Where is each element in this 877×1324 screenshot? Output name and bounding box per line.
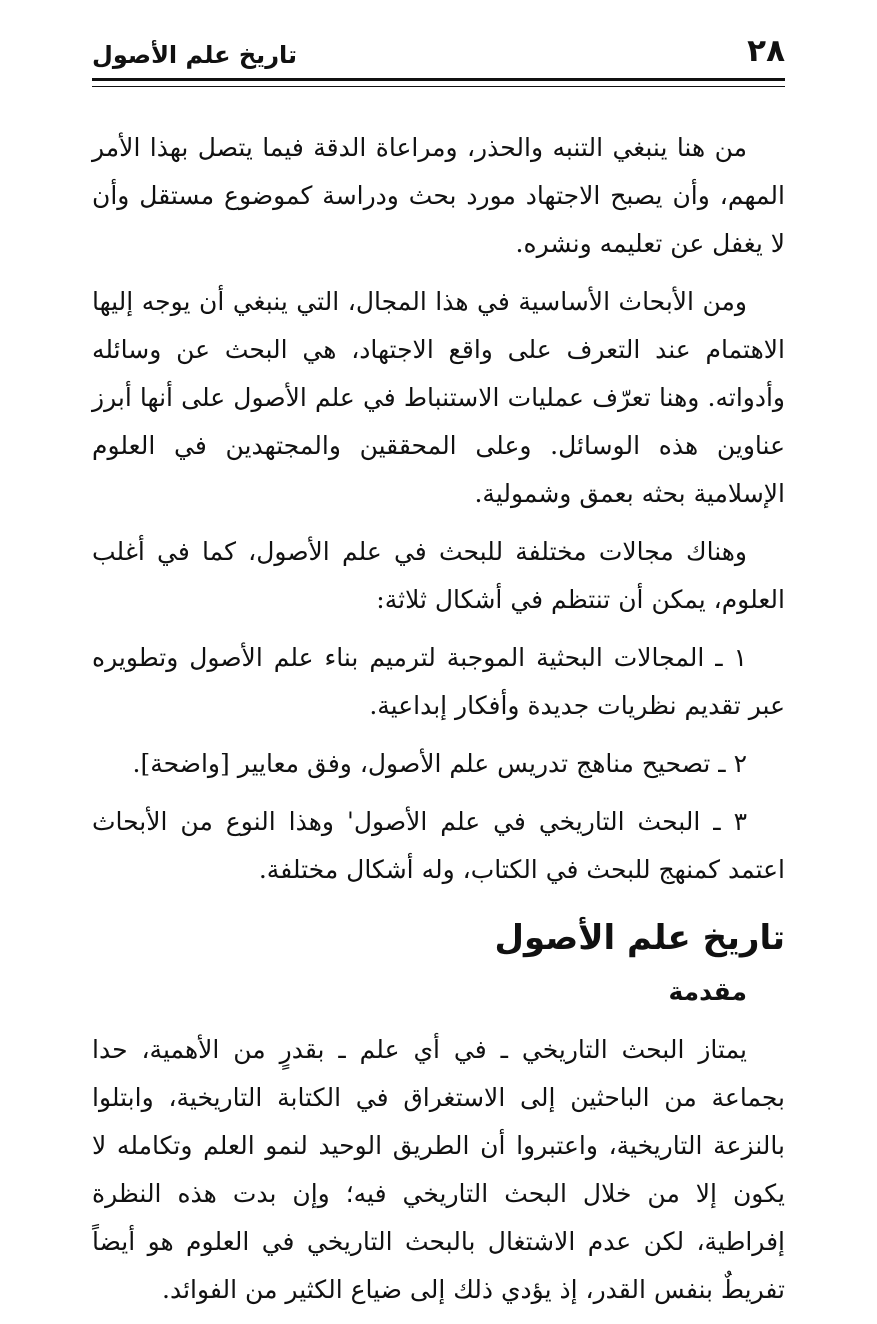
- page-content: [92, 124, 785, 1324]
- running-title: تاريخ علم الأصول: [92, 41, 298, 69]
- paragraph-1: من هنا ينبغي التنبه والحذر، ومراعاة الدقة فيما يتصل بهذا الأمر المهم، وأن يصبح الاجتهاد مورد بحث ودراسة كموضوع مستقل وأن لا يغفل عن تعليمه ونشره.: [92, 133, 785, 258]
- page-header: [92, 30, 785, 78]
- numbered-list: [92, 634, 785, 894]
- header-rule-thick: [92, 78, 785, 81]
- list-item-2: ٢ ـ تصحيح مناهج تدريس علم الأصول، وفق معايير [واضحة].: [132, 749, 747, 778]
- list-item-3: ٣ ـ البحث التاريخي في علم الأصول' وهذا النوع من الأبحاث اعتمد كمنهج للبحث في الكتاب، وله أشكال مختلفة.: [92, 807, 785, 884]
- paragraph-2: ومن الأبحاث الأساسية في هذا المجال، التي ينبغي أن يوجه إليها الاهتمام عند التعرف على واقع الاجتهاد، هي البحث عن وسائله وأدواته. وهنا تعرّف عمليات الاستنباط في علم الأصول على أنها أبرز عناوين هذه الوسائل. وعلى المحققين والمجتهدين في العلوم الإسلامية بحثه بعمق وشمولية.: [92, 287, 785, 508]
- header-rule-thin: [92, 86, 785, 87]
- section-heading: تاريخ علم الأصول: [494, 918, 785, 958]
- page-number: ٢٨: [747, 33, 785, 69]
- paragraph-4: يمتاز البحث التاريخي ـ في أي علم ـ بقدرٍ من الأهمية، حدا بجماعة من الباحثين إلى الاستغراق في الكتابة التاريخية، وابتلوا بالنزعة التاريخية، واعتبروا أن الطريق الوحيد لنمو العلم وتكامله لا يكون إلا من خلال البحث التاريخي فيه؛ وإن بدت هذه النظرة إفراطية، لكن عدم الاشتغال بالبحث التاريخي في العلوم هو أيضاً تفريطٌ بنفس القدر، إذ يؤدي ذلك إلى ضياع الكثير من الفوائد.: [92, 1035, 785, 1304]
- list-item-1: ١ ـ المجالات البحثية الموجبة لترميم بناء علم الأصول وتطويره عبر تقديم نظريات جديدة وأفكار إبداعية.: [92, 643, 785, 720]
- paragraph-3: وهناك مجالات مختلفة للبحث في علم الأصول، كما في أغلب العلوم، يمكن أن تنتظم في أشكال ثلاثة:: [92, 537, 785, 614]
- subheading: مقدمة: [668, 977, 747, 1006]
